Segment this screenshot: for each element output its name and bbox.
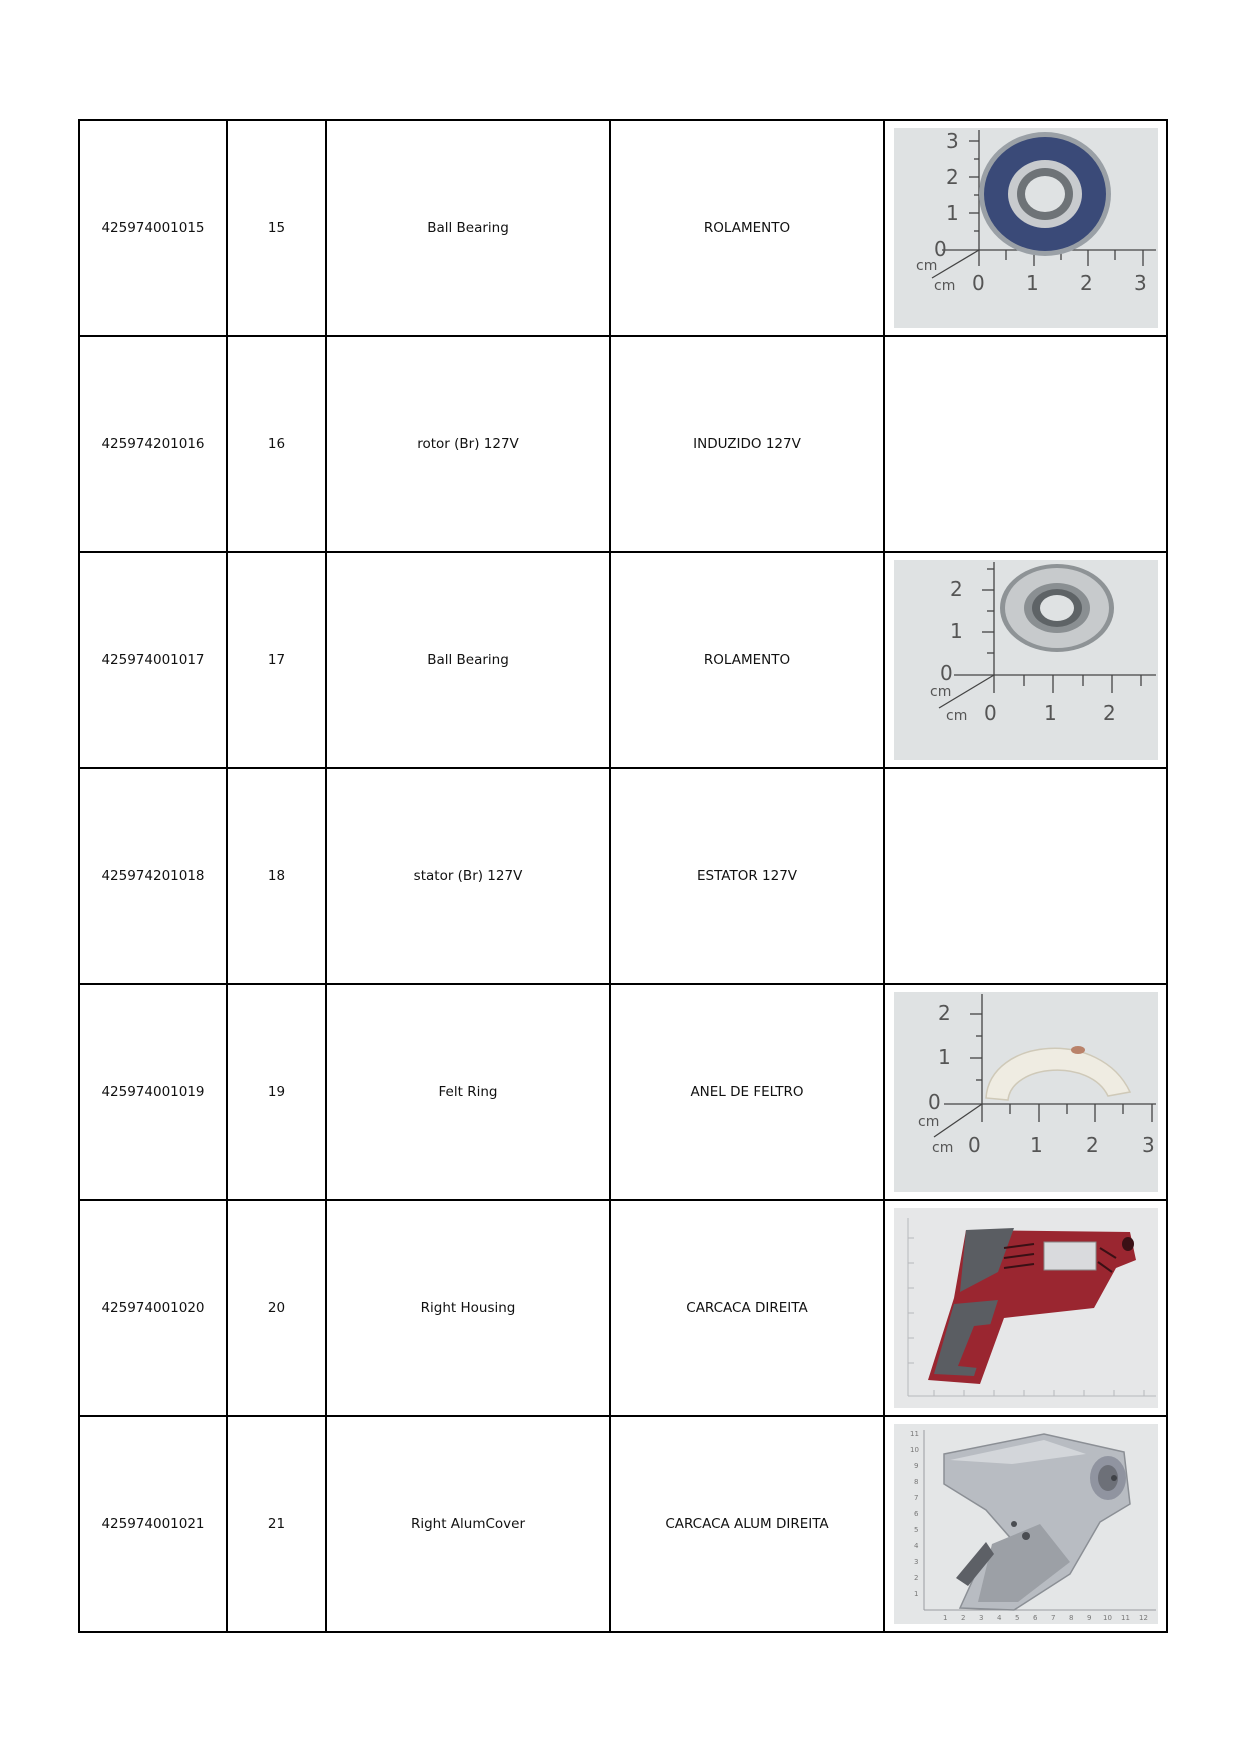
scale-tick-label: 5 (913, 1526, 918, 1534)
description-english: Right AlumCover (326, 1416, 610, 1632)
position-number: 18 (227, 768, 326, 984)
scale-tick-label: 6 (913, 1510, 918, 1518)
scale-tick-label: 7 (1050, 1614, 1055, 1622)
scale-tick-label: 2 (945, 165, 959, 189)
table-row (79, 984, 1167, 1200)
description-english: rotor (Br) 127V (326, 336, 610, 552)
part-photo-cell-empty (884, 336, 1167, 552)
table-row (79, 120, 1167, 336)
scale-tick-label: 2 (1085, 1133, 1099, 1157)
description-english: Ball Bearing (326, 552, 610, 768)
description-portuguese: ROLAMENTO (610, 552, 884, 768)
scale-tick-label: 2 (1079, 271, 1093, 295)
scale-tick-label: 1 (1025, 271, 1039, 295)
part-photo-cell (884, 120, 1167, 336)
ball-bearing-dark-seal-photo (894, 128, 1158, 328)
scale-unit-label: cm (945, 708, 967, 724)
position-number: 15 (227, 120, 326, 336)
part-number: 425974001021 (79, 1416, 227, 1632)
scale-tick-label: 3 (913, 1558, 918, 1566)
scale-tick-label: 8 (913, 1478, 918, 1486)
table-row (79, 336, 1167, 552)
description-portuguese: ESTATOR 127V (610, 768, 884, 984)
scale-tick-label: 1 (1029, 1133, 1043, 1157)
scale-tick-label: 3 (1133, 271, 1147, 295)
scale-tick-label: 2 (1102, 701, 1116, 725)
position-number: 16 (227, 336, 326, 552)
scale-tick-label: 7 (913, 1494, 918, 1502)
scale-tick-label: 10 (909, 1446, 919, 1454)
scale-tick-label: 9 (913, 1462, 918, 1470)
part-number: 425974001015 (79, 120, 227, 336)
table-row (79, 552, 1167, 768)
scale-tick-label: 0 (939, 661, 953, 685)
scale-tick-label: 0 (927, 1090, 941, 1114)
scale-tick-label: 3 (945, 129, 959, 153)
parts-table (78, 119, 1168, 1633)
part-photo-cell (884, 1200, 1167, 1416)
scale-tick-label: 4 (996, 1614, 1001, 1622)
scale-tick-label: 2 (960, 1614, 965, 1622)
scale-tick-label: 5 (1014, 1614, 1019, 1622)
scale-tick-label: 1 (949, 619, 963, 643)
part-number: 425974001019 (79, 984, 227, 1200)
table-row (79, 1416, 1167, 1632)
scale-tick-label: 10 (1102, 1614, 1112, 1622)
scale-tick-label: 8 (1068, 1614, 1073, 1622)
scale-tick-label: 1 (945, 201, 959, 225)
scale-tick-label: 6 (1032, 1614, 1037, 1622)
scale-tick-label: 3 (978, 1614, 983, 1622)
scale-tick-label: 2 (913, 1574, 918, 1582)
description-portuguese: ANEL DE FELTRO (610, 984, 884, 1200)
part-number: 425974201018 (79, 768, 227, 984)
table-row (79, 768, 1167, 984)
scale-tick-label: 11 (909, 1430, 919, 1438)
description-english: Felt Ring (326, 984, 610, 1200)
description-portuguese: CARCACA ALUM DIREITA (610, 1416, 884, 1632)
description-english: Right Housing (326, 1200, 610, 1416)
scale-tick-label: 12 (1138, 1614, 1148, 1622)
scale-tick-label: 2 (937, 1001, 951, 1025)
position-number: 17 (227, 552, 326, 768)
scale-tick-label: 0 (983, 701, 997, 725)
part-photo-cell (884, 984, 1167, 1200)
description-portuguese: ROLAMENTO (610, 120, 884, 336)
scale-tick-label: 2 (949, 577, 963, 601)
table-row (79, 1200, 1167, 1416)
scale-tick-label: 0 (933, 237, 947, 261)
position-number: 19 (227, 984, 326, 1200)
scale-tick-label: 9 (1086, 1614, 1091, 1622)
part-number: 425974201016 (79, 336, 227, 552)
ball-bearing-metal-shield-photo (894, 560, 1158, 760)
scale-unit-label: cm (929, 684, 951, 700)
scale-unit-label: cm (931, 1140, 953, 1156)
part-number: 425974001017 (79, 552, 227, 768)
scale-tick-label: 3 (1141, 1133, 1155, 1157)
part-number: 425974001020 (79, 1200, 227, 1416)
scale-tick-label: 1 (1043, 701, 1057, 725)
description-english: stator (Br) 127V (326, 768, 610, 984)
position-number: 20 (227, 1200, 326, 1416)
part-photo-cell (884, 1416, 1167, 1632)
description-portuguese: INDUZIDO 127V (610, 336, 884, 552)
scale-tick-label: 0 (971, 271, 985, 295)
aluminium-cover-photo (894, 1424, 1158, 1624)
scale-tick-label: 1 (913, 1590, 918, 1598)
right-housing-photo (894, 1208, 1158, 1408)
description-portuguese: CARCACA DIREITA (610, 1200, 884, 1416)
felt-ring-photo (894, 992, 1158, 1192)
part-photo-cell-empty (884, 768, 1167, 984)
scale-tick-label: 0 (967, 1133, 981, 1157)
part-photo-cell (884, 552, 1167, 768)
scale-tick-label: 4 (913, 1542, 918, 1550)
scale-tick-label: 1 (937, 1045, 951, 1069)
scale-unit-label: cm (933, 278, 955, 294)
scale-tick-label: 1 (942, 1614, 947, 1622)
description-english: Ball Bearing (326, 120, 610, 336)
scale-tick-label: 11 (1120, 1614, 1130, 1622)
position-number: 21 (227, 1416, 326, 1632)
scale-unit-label: cm (917, 1114, 939, 1130)
scale-unit-label: cm (915, 258, 937, 274)
